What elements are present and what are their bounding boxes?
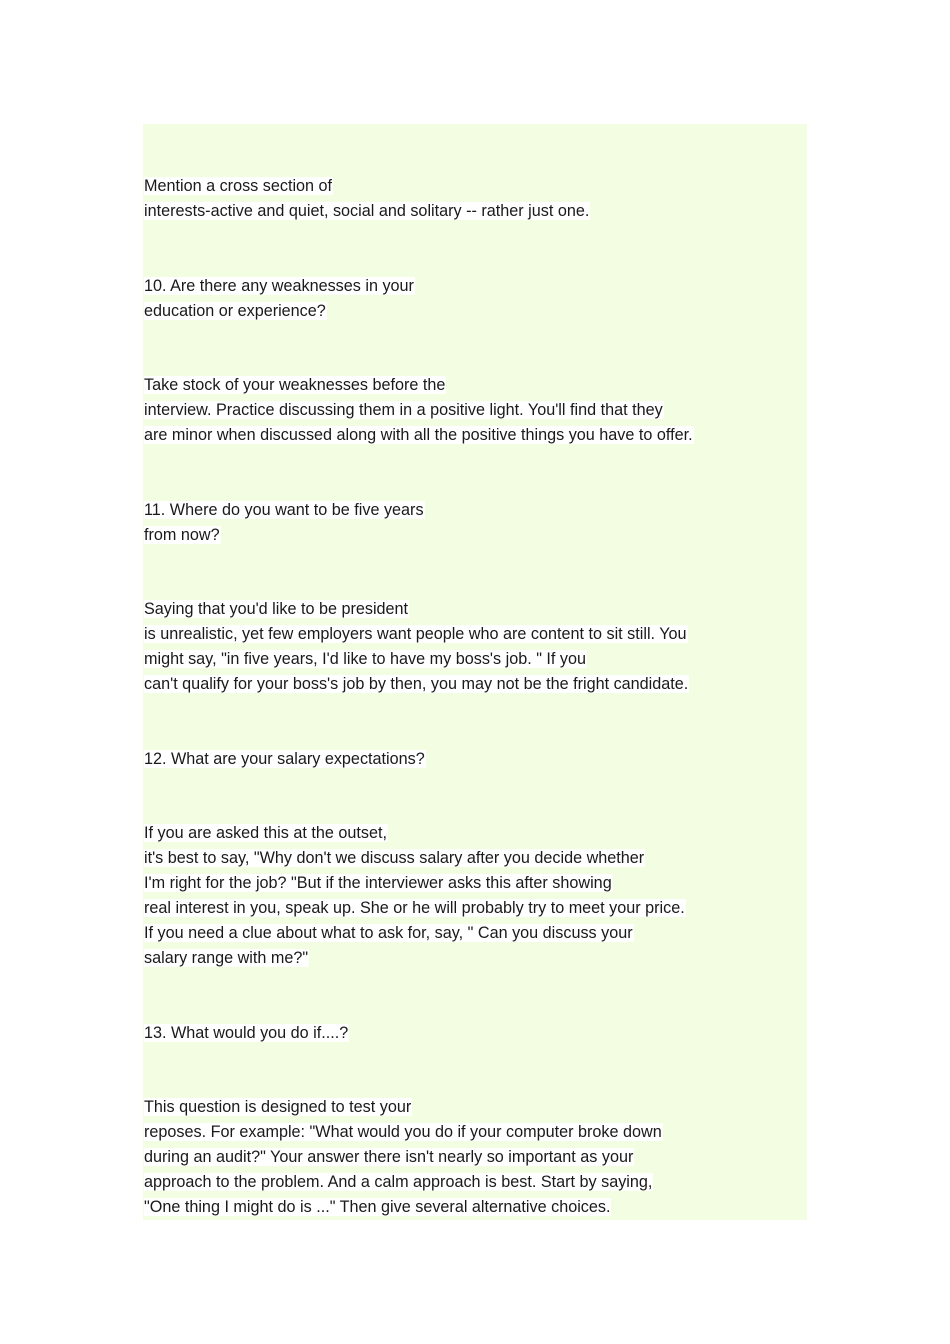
spacer bbox=[144, 224, 804, 274]
text-line: If you are asked this at the outset, bbox=[144, 824, 387, 842]
text-line: 12. What are your salary expectations? bbox=[144, 749, 425, 768]
text-line: interview. Practice discussing them in a positive light. You'll find that they bbox=[144, 401, 663, 419]
text-line: interests-active and quiet, social and solitary -- rather just one. bbox=[144, 202, 590, 220]
text-line: from now? bbox=[144, 525, 220, 544]
text-line: If you need a clue about what to ask for, say, " Can you discuss your bbox=[144, 924, 633, 942]
answer-13 bbox=[144, 1095, 804, 1220]
spacer bbox=[144, 697, 804, 747]
text-line: might say, "in five years, I'd like to have my boss's job. " If you bbox=[144, 650, 587, 668]
document-content bbox=[144, 124, 804, 1220]
spacer bbox=[144, 971, 804, 1021]
text-line: Saying that you'd like to be president bbox=[144, 600, 409, 618]
text-line: Take stock of your weaknesses before the bbox=[144, 376, 446, 394]
text-line: are minor when discussed along with all the positive things you have to offer. bbox=[144, 426, 693, 444]
spacer bbox=[144, 324, 804, 374]
text-line: This question is designed to test your bbox=[144, 1098, 412, 1116]
text-line: 10. Are there any weaknesses in your bbox=[144, 276, 414, 295]
text-line: education or experience? bbox=[144, 301, 326, 320]
text-line: is unrealistic, yet few employers want people who are content to sit still. You bbox=[144, 625, 687, 643]
answer-12 bbox=[144, 821, 804, 971]
text-line: I'm right for the job? "But if the interviewer asks this after showing bbox=[144, 874, 612, 892]
spacer bbox=[144, 124, 804, 174]
text-line: it's best to say, "Why don't we discuss salary after you decide whether bbox=[144, 849, 645, 867]
question-11 bbox=[144, 498, 804, 548]
text-line: 13. What would you do if....? bbox=[144, 1023, 349, 1042]
question-10 bbox=[144, 274, 804, 324]
answer-10 bbox=[144, 373, 804, 448]
question-13 bbox=[144, 1021, 804, 1046]
answer-11 bbox=[144, 597, 804, 697]
text-line: 11. Where do you want to be five years bbox=[144, 500, 424, 519]
text-line: salary range with me?" bbox=[144, 949, 309, 967]
question-12 bbox=[144, 747, 804, 772]
answer-paragraph-hobbies bbox=[144, 174, 804, 224]
text-line: reposes. For example: "What would you do if your computer broke down bbox=[144, 1123, 662, 1141]
text-line: "One thing I might do is ..." Then give several alternative choices. bbox=[144, 1198, 611, 1216]
text-line: approach to the problem. And a calm approach is best. Start by saying, bbox=[144, 1173, 653, 1191]
spacer bbox=[144, 548, 804, 598]
text-line: during an audit?" Your answer there isn't nearly so important as your bbox=[144, 1148, 634, 1166]
spacer bbox=[144, 448, 804, 498]
spacer bbox=[144, 772, 804, 822]
text-line: Mention a cross section of bbox=[144, 177, 333, 195]
text-line: can't qualify for your boss's job by then, you may not be the fright candidate. bbox=[144, 675, 689, 693]
text-line: real interest in you, speak up. She or he will probably try to meet your price. bbox=[144, 899, 685, 917]
spacer bbox=[144, 1046, 804, 1096]
